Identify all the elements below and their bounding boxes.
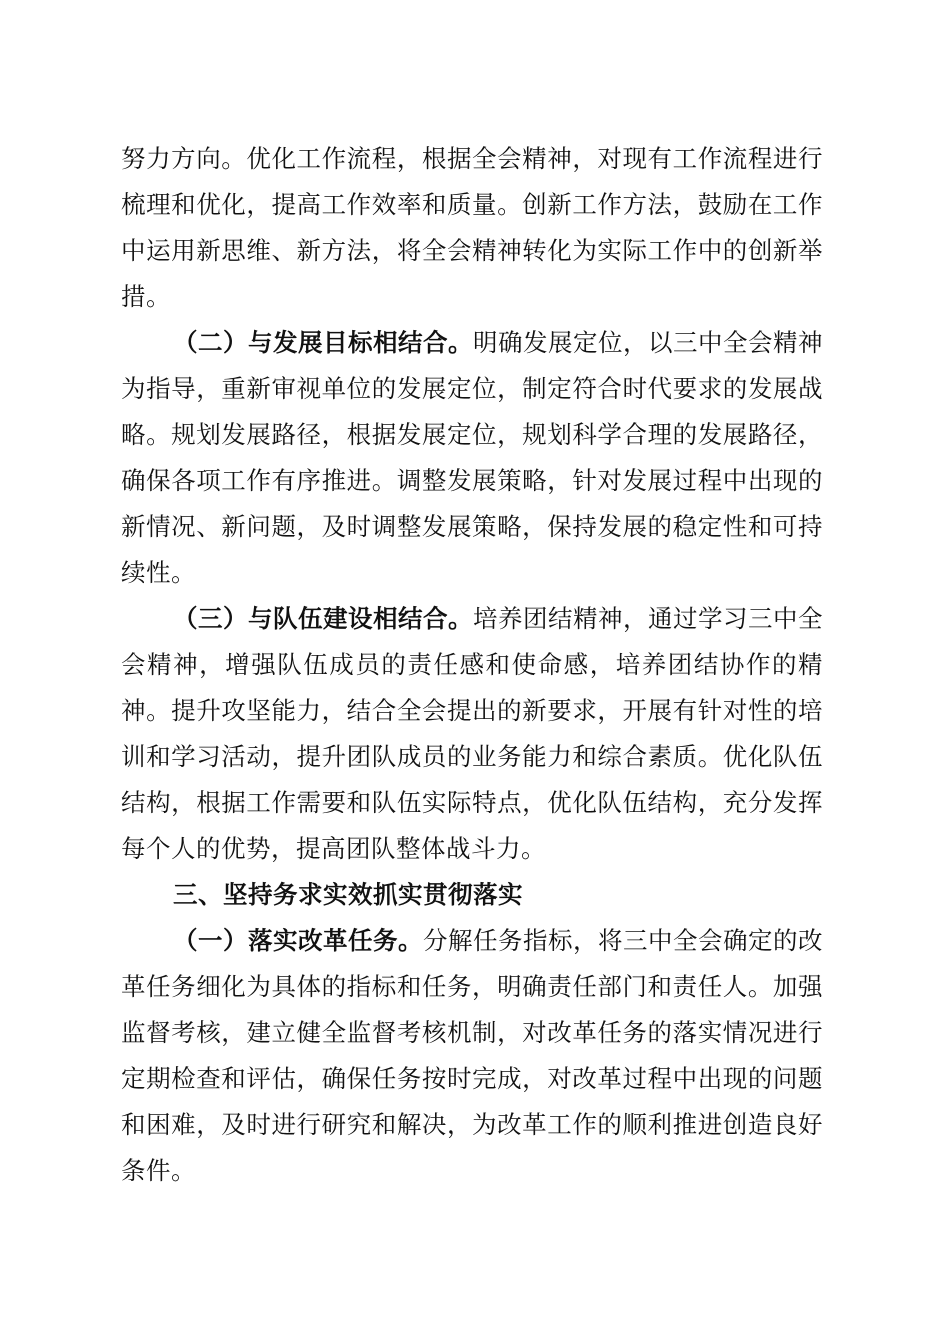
paragraph-reform-tasks [121,918,823,1194]
paragraph-lead: （三）与队伍建设相结合。 [173,604,473,633]
paragraph-team-building [121,596,823,872]
paragraph-text: 努力方向。优化工作流程，根据全会精神，对现有工作流程进行梳理和优化，提高工作效率和质量。创新工作方法，鼓励在工作中运用新思维、新方法，将全会精神转化为实际工作中的创新举措。 [121,144,823,311]
paragraph-development-goals [121,320,823,596]
paragraph-lead: （一）落实改革任务。 [173,926,423,955]
paragraph-text: 培养团结精神，通过学习三中全会精神，增强队伍成员的责任感和使命感，培养团结协作的精神。提升攻坚能力，结合全会提出的新要求，开展有针对性的培训和学习活动，提升团队成员的业务能力和综合素质。优化队伍结构，根据工作需要和队伍实际特点，优化队伍结构，充分发挥每个人的优势，提高团队整体战斗力。 [121,604,823,863]
paragraph-text: 明确发展定位，以三中全会精神为指导，重新审视单位的发展定位，制定符合时代要求的发展战略。规划发展路径，根据发展定位，规划科学合理的发展路径，确保各项工作有序推进。调整发展策略，针对发展过程中出现的新情况、新问题，及时调整发展策略，保持发展的稳定性和可持续性。 [121,328,823,587]
paragraph-text: 分解任务指标，将三中全会确定的改革任务细化为具体的指标和任务，明确责任部门和责任人。加强监督考核，建立健全监督考核机制，对改革任务的落实情况进行定期检查和评估，确保任务按时完成，对改革过程中出现的问题和困难，及时进行研究和解决，为改革工作的顺利推进创造良好条件。 [121,926,823,1185]
section-heading: 三、坚持务求实效抓实贯彻落实 [173,880,523,909]
document-body [121,136,823,1194]
paragraph-lead: （二）与发展目标相结合。 [173,328,473,357]
paragraph-continuation [121,136,823,320]
